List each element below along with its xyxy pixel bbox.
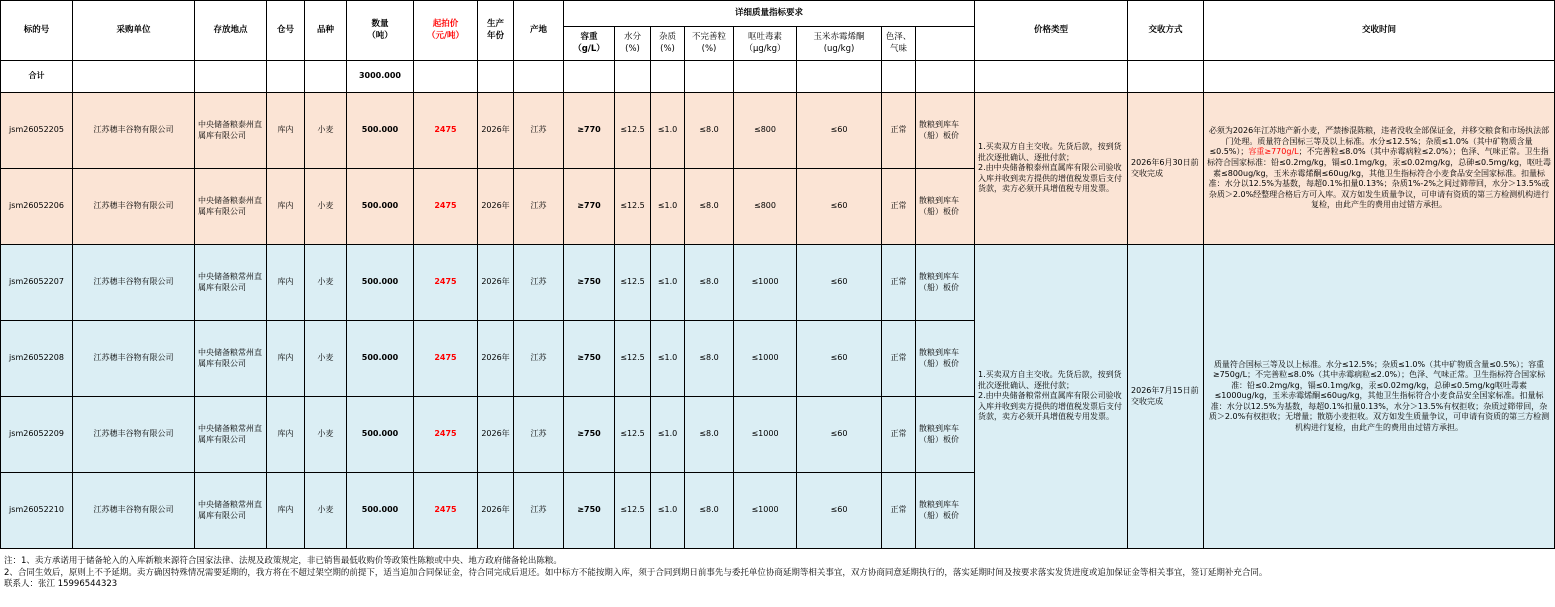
warehouse-no: 库内 [267,397,305,473]
header-moisture: 水分 (%) [615,27,651,61]
impurity: ≤1.0 [651,245,685,321]
impurity: ≤1.0 [651,321,685,397]
remarks-group-2: 质量符合国标三等及以上标准。水分≤12.5%；杂质≤1.0%（其中矿物质含量≤0.5%）；容重≥750g/L；不完善粒≤8.0%（其中赤霉病粒≤2.0%）；色泽、气味正常。卫生指标符合国家标准：铅≤0.2mg/kg，镉≤0.1mg/kg，汞≤0.02mg/kg，总砷≤0.5mg/kg呕吐毒素≤1000ug/kg，玉米赤霉烯酮≤60ug/kg，其他卫生指标符合小麦食品安全国家标准。扣量标准：水分以12.5%为基数，每超0.1%扣量0.13%，水分＞13.5%有权拒收；杂质过筛带回，杂质＞2.0%有权拒收；无增量；散筋小麦拒收。双方如发生质量争议，可申请有资质的第三方检测机构进行复检，由此产生的费用由过错方承担。 [1204,245,1555,549]
storage-location: 中央储备粮常州直属库有限公司 [195,321,267,397]
imperfect-grain: ≤8.0 [685,321,734,397]
warehouse-no: 库内 [267,169,305,245]
warehouse-no: 库内 [267,321,305,397]
footer-contact: 联系人：张江 15996544323 [4,579,118,590]
header-origin: 产地 [514,1,564,61]
bulk-density: ≥770 [564,169,615,245]
impurity: ≤1.0 [651,473,685,549]
delivery-time: 2026年7月15日前交收完成 [1128,245,1204,549]
zearalenone: ≤60 [797,93,882,169]
buyer-name: 江苏穗丰谷物有限公司 [73,169,195,245]
color-odor: 正常 [882,397,916,473]
storage-location: 中央储备粮泰州直属库有限公司 [195,169,267,245]
buyer-name: 江苏穗丰谷物有限公司 [73,397,195,473]
color-odor: 正常 [882,93,916,169]
total-row [1,61,1555,93]
header-color: 色泽、 气味 [882,27,916,61]
color-odor: 正常 [882,169,916,245]
production-year: 2026年 [478,93,514,169]
header-warehouse: 仓号 [267,1,305,61]
lot-number: jsm26052206 [1,169,73,245]
header-quantity: 数量 （吨） [347,1,414,61]
bulk-density: ≥750 [564,245,615,321]
storage-location: 中央储备粮常州直属库有限公司 [195,397,267,473]
total-quantity: 3000.000 [347,61,414,93]
header-location: 存放地点 [195,1,267,61]
price-type: 散粮到库车（船）板价 [916,245,975,321]
variety: 小麦 [305,93,347,169]
footer-note-1: 注：1、卖方承诺用于储备轮入的入库新粮来源符合国家法律、法规及政策规定，非已销售最低收购价等政策性陈粮或中央、地方政府储备轮出陈粮。 [4,556,562,566]
variety: 小麦 [305,321,347,397]
header-lot-no: 标的号 [1,1,73,61]
header-bulk-density: 容重 （g/L） [564,27,615,61]
warehouse-no: 库内 [267,93,305,169]
moisture: ≤12.5 [615,169,651,245]
quantity: 500.000 [347,169,414,245]
warehouse-no: 库内 [267,473,305,549]
vomitoxin: ≤1000 [734,321,797,397]
color-odor: 正常 [882,321,916,397]
vomitoxin: ≤800 [734,93,797,169]
lot-number: jsm26052210 [1,473,73,549]
bulk-density: ≥750 [564,321,615,397]
footer-notes [0,556,1500,591]
imperfect-grain: ≤8.0 [685,245,734,321]
start-price: 2475 [414,245,478,321]
header-quality-group: 详细质量指标要求 [564,1,975,27]
buyer-name: 江苏穗丰谷物有限公司 [73,245,195,321]
header-zea: 玉米赤霉烯酮 (ug/kg) [797,27,882,61]
buyer-name: 江苏穗丰谷物有限公司 [73,473,195,549]
lot-number: jsm26052207 [1,245,73,321]
vomitoxin: ≤1000 [734,397,797,473]
zearalenone: ≤60 [797,397,882,473]
bulk-density: ≥770 [564,93,615,169]
delivery-time: 2026年6月30日前交收完成 [1128,93,1204,245]
start-price: 2475 [414,321,478,397]
buyer-name: 江苏穗丰谷物有限公司 [73,321,195,397]
variety: 小麦 [305,397,347,473]
start-price: 2475 [414,169,478,245]
impurity: ≤1.0 [651,93,685,169]
quantity: 500.000 [347,321,414,397]
production-year: 2026年 [478,321,514,397]
impurity: ≤1.0 [651,169,685,245]
origin: 江苏 [514,321,564,397]
moisture: ≤12.5 [615,245,651,321]
header-impurity: 杂质 (%) [651,27,685,61]
variety: 小麦 [305,169,347,245]
storage-location: 中央储备粮泰州直属库有限公司 [195,93,267,169]
impurity: ≤1.0 [651,397,685,473]
start-price: 2475 [414,93,478,169]
quantity: 500.000 [347,473,414,549]
origin: 江苏 [514,169,564,245]
quantity: 500.000 [347,93,414,169]
moisture: ≤12.5 [615,93,651,169]
delivery-method: 1.买卖双方自主交收。先货后款，按到货批次逐批确认、逐批付款； 2.由中央储备粮常州直属库有限公司验收入库并收到卖方提供的增值税发票后支付货款，卖方必须开具增值税专用发票。 [975,245,1128,549]
vomitoxin: ≤800 [734,169,797,245]
production-year: 2026年 [478,245,514,321]
remarks-density-highlight: 容重≥770g/L [1248,147,1299,157]
price-type: 散粮到库车（船）板价 [916,321,975,397]
moisture: ≤12.5 [615,473,651,549]
header-delivery-method: 交收方式 [1128,1,1204,61]
buyer-name: 江苏穗丰谷物有限公司 [73,93,195,169]
color-odor: 正常 [882,245,916,321]
warehouse-no: 库内 [267,245,305,321]
total-label: 合计 [1,61,73,93]
header-delivery-time: 交收时间 [1204,1,1555,61]
header-start-price: 起拍价 （元/吨） [414,1,478,61]
start-price: 2475 [414,473,478,549]
price-type: 散粮到库车（船）板价 [916,473,975,549]
zearalenone: ≤60 [797,473,882,549]
start-price: 2475 [414,397,478,473]
imperfect-grain: ≤8.0 [685,473,734,549]
price-type: 散粮到库车（船）板价 [916,93,975,169]
imperfect-grain: ≤8.0 [685,93,734,169]
color-odor: 正常 [882,473,916,549]
delivery-method: 1.买卖双方自主交收。先货后款，按到货批次逐批确认、逐批付款； 2.由中央储备粮泰州直属库有限公司验收入库并收到卖方提供的增值税发票后支付货款，卖方必须开具增值税专用发票。 [975,93,1128,245]
origin: 江苏 [514,397,564,473]
vomitoxin: ≤1000 [734,245,797,321]
header-variety: 品种 [305,1,347,61]
production-year: 2026年 [478,169,514,245]
header-don: 呕吐毒素 （μg/kg） [734,27,797,61]
bulk-density: ≥750 [564,473,615,549]
moisture: ≤12.5 [615,397,651,473]
origin: 江苏 [514,93,564,169]
imperfect-grain: ≤8.0 [685,397,734,473]
zearalenone: ≤60 [797,169,882,245]
remarks-group-1 [1204,93,1555,245]
header-year: 生产 年份 [478,1,514,61]
bulk-density: ≥750 [564,397,615,473]
zearalenone: ≤60 [797,321,882,397]
moisture: ≤12.5 [615,321,651,397]
origin: 江苏 [514,245,564,321]
remarks-text: 必须为2026年江苏地产新小麦，严禁掺混陈粮，违者没收全部保证金，并移交粮食和市场执法部门处理。质量符合国标三等及以上标准。水分≤12.5%；杂质≤1.0%（其中矿物质含量≤0.5%）； [1208,126,1550,157]
production-year: 2026年 [478,473,514,549]
header-imperfect: 不完善粒 (%) [685,27,734,61]
storage-location: 中央储备粮常州直属库有限公司 [195,245,267,321]
quantity: 500.000 [347,397,414,473]
variety: 小麦 [305,473,347,549]
quantity: 500.000 [347,245,414,321]
price-type: 散粮到库车（船）板价 [916,169,975,245]
table-row [1,93,1555,169]
header-price-type: 价格类型 [975,1,1128,61]
table-row [1,245,1555,321]
lot-number: jsm26052208 [1,321,73,397]
lot-number: jsm26052209 [1,397,73,473]
remarks-text-cont: ；不完善粒≤8.0%（其中赤霉病粒≤2.0%）；色泽、气味正常。卫生指标符合国家标准：铅≤0.2mg/kg，镉≤0.1mg/kg，汞≤0.02mg/kg，总砷≤0.5mg/kg，呕吐毒素≤800ug/kg，玉米赤霉烯酮≤60ug/kg，其他卫生指标符合小麦食品安全国家标准。扣量标准：水分以12.5%为基数，每超0.1%扣量0.13%；杂质1%-2%之间过筛带回，水分＞13.5%或杂质＞2.0%经整理合格后方可入库。双方如发生质量争议，可申请有资质的第三方检测机构进行复检，由此产生的费用由过错方承担。 [1207,147,1551,210]
variety: 小麦 [305,245,347,321]
production-year: 2026年 [478,397,514,473]
vomitoxin: ≤1000 [734,473,797,549]
lot-number: jsm26052205 [1,93,73,169]
imperfect-grain: ≤8.0 [685,169,734,245]
zearalenone: ≤60 [797,245,882,321]
price-type: 散粮到库车（船）板价 [916,397,975,473]
footer-note-2: 2、合同生效后，原则上不予延期。卖方确因特殊情况需要延期的，我方将在不超过架空期的前提下，适当追加合同保证金，待合同完成后退还。如中标方不能按期入库，须于合同到期日前事先与委托单位协商延期等相关事宜，双方协商同意延期执行的，落实延期时间及按要求落实发货进度或追加保证金等相关事宜，签订延期补充合同。 [4,567,1268,578]
origin: 江苏 [514,473,564,549]
header-buyer: 采购单位 [73,1,195,61]
storage-location: 中央储备粮常州直属库有限公司 [195,473,267,549]
